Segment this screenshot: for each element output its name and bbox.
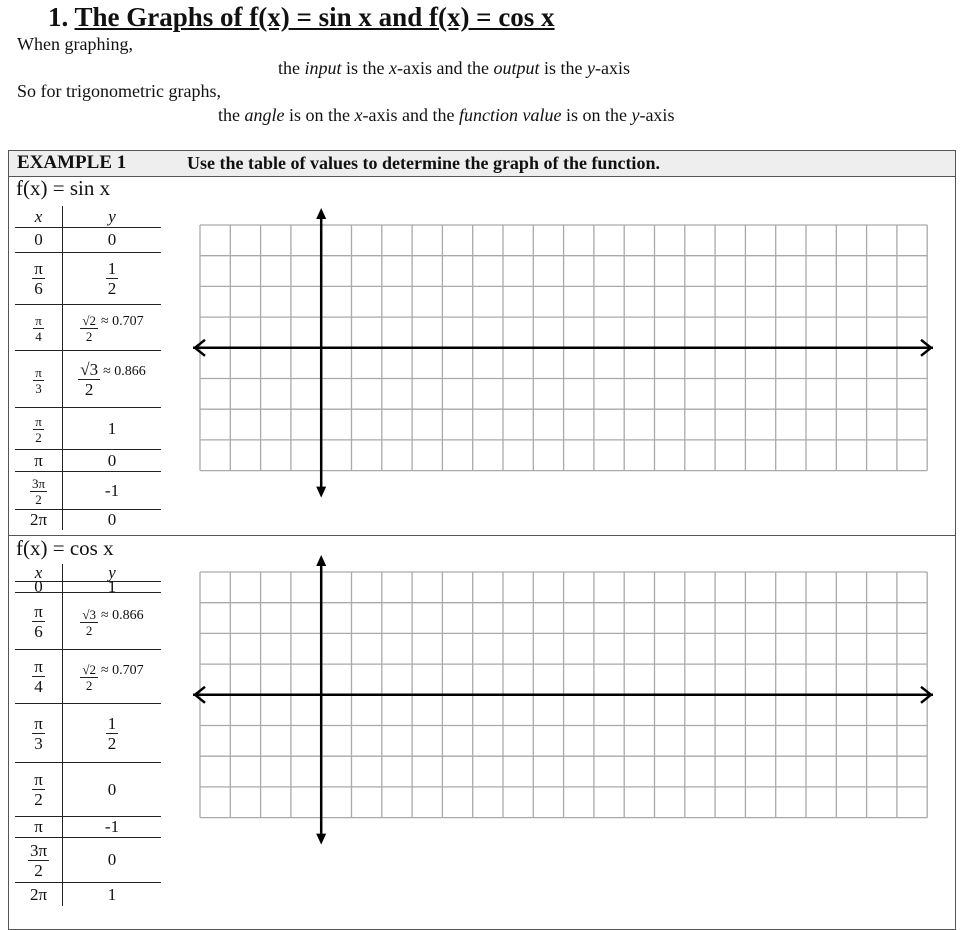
intro-line-1: When graphing, bbox=[17, 34, 133, 54]
text-segment: output bbox=[493, 58, 540, 78]
example-instruction: Use the table of values to determine the graph of the function. bbox=[187, 153, 660, 173]
text-segment: is on the bbox=[561, 105, 632, 125]
numerator: 1 bbox=[107, 259, 117, 278]
arrow-up-icon bbox=[316, 555, 326, 566]
text-segment: the bbox=[218, 105, 245, 125]
denominator: 3 bbox=[34, 733, 43, 753]
cell-value: 0 bbox=[107, 850, 117, 869]
arrow-down-icon bbox=[316, 487, 326, 498]
cell-value: 0 bbox=[34, 577, 43, 596]
denominator: 4 bbox=[35, 329, 42, 344]
denominator: 3 bbox=[35, 380, 42, 396]
numerator: 3π bbox=[31, 476, 46, 491]
cell-value: -1 bbox=[104, 817, 120, 836]
cos-function-label: f(x) = cos x bbox=[16, 536, 114, 560]
text-segment: y bbox=[587, 58, 595, 78]
arrow-down-icon bbox=[316, 834, 326, 845]
numerator: π bbox=[34, 259, 43, 278]
cell-value: 1 bbox=[107, 418, 117, 438]
numerator: √2 bbox=[82, 313, 96, 328]
denominator: 2 bbox=[85, 329, 93, 344]
denominator: 2 bbox=[34, 860, 43, 880]
arrow-up-icon bbox=[316, 208, 326, 219]
denominator: 2 bbox=[35, 430, 42, 445]
text-segment: -axis bbox=[639, 105, 675, 125]
denominator: 6 bbox=[34, 279, 43, 298]
denominator: 2 bbox=[107, 279, 117, 298]
approx-value: ≈ 0.866 bbox=[103, 363, 146, 379]
cell-value: 2π bbox=[29, 884, 48, 904]
numerator: π bbox=[34, 601, 43, 621]
text-segment: y bbox=[631, 105, 640, 125]
text-segment: -axis and the bbox=[397, 58, 494, 78]
denominator: 4 bbox=[34, 677, 43, 696]
numerator: π bbox=[34, 657, 43, 676]
cell-value: 1 bbox=[107, 577, 117, 596]
section-number: 1. bbox=[48, 2, 69, 32]
text-segment: angle bbox=[244, 105, 285, 125]
numerator: 3π bbox=[29, 840, 48, 860]
text-segment: is the bbox=[539, 58, 587, 78]
numerator: π bbox=[34, 713, 43, 733]
cell-value: 1 bbox=[107, 884, 117, 904]
denominator: 2 bbox=[85, 622, 93, 638]
cell-value: π bbox=[34, 450, 43, 470]
denominator: 2 bbox=[107, 733, 117, 753]
text-segment: x bbox=[389, 58, 398, 78]
denominator: 2 bbox=[85, 678, 93, 693]
text-segment: is on the bbox=[284, 105, 355, 125]
numerator: √3 bbox=[82, 606, 96, 622]
denominator: 2 bbox=[84, 379, 94, 399]
numerator: π bbox=[34, 770, 43, 789]
text-segment: function value bbox=[458, 105, 562, 125]
text-segment: -axis bbox=[595, 58, 630, 78]
approx-value: ≈ 0.707 bbox=[100, 663, 144, 678]
cell-value: -1 bbox=[104, 480, 120, 500]
approx-value: ≈ 0.707 bbox=[100, 314, 144, 329]
cell-value: π bbox=[34, 817, 43, 836]
cell-value: 0 bbox=[34, 230, 43, 249]
numerator: 1 bbox=[107, 713, 117, 733]
col-y-header: y bbox=[108, 562, 116, 582]
approx-value: ≈ 0.866 bbox=[100, 607, 144, 623]
cell-value: 2π bbox=[29, 510, 48, 529]
cell-value: 0 bbox=[107, 510, 117, 529]
cell-value: 0 bbox=[107, 450, 117, 470]
numerator: π bbox=[35, 313, 42, 328]
denominator: 6 bbox=[34, 621, 43, 641]
numerator: π bbox=[35, 414, 42, 429]
denominator: 2 bbox=[35, 492, 42, 507]
col-x-header: x bbox=[34, 206, 43, 226]
sin-function-label: f(x) = sin x bbox=[16, 176, 111, 200]
denominator: 2 bbox=[34, 790, 43, 809]
section-title-text: The Graphs of f(x) = sin x and f(x) = cos x bbox=[74, 2, 555, 32]
text-segment: input bbox=[304, 58, 342, 78]
cell-value: 0 bbox=[107, 230, 117, 249]
col-y-header: y bbox=[108, 206, 116, 226]
text-segment: is the bbox=[341, 58, 390, 78]
text-segment: x bbox=[354, 105, 363, 125]
numerator: π bbox=[35, 364, 42, 380]
text-segment: -axis and the bbox=[362, 105, 459, 125]
numerator: √2 bbox=[82, 662, 96, 677]
intro-line-3: So for trigonometric graphs, bbox=[17, 81, 221, 101]
col-x-header: x bbox=[34, 562, 43, 582]
cell-value: 0 bbox=[107, 779, 117, 799]
numerator: √3 bbox=[80, 359, 99, 379]
text-segment: the bbox=[278, 58, 305, 78]
example-label: EXAMPLE 1 bbox=[17, 152, 127, 173]
